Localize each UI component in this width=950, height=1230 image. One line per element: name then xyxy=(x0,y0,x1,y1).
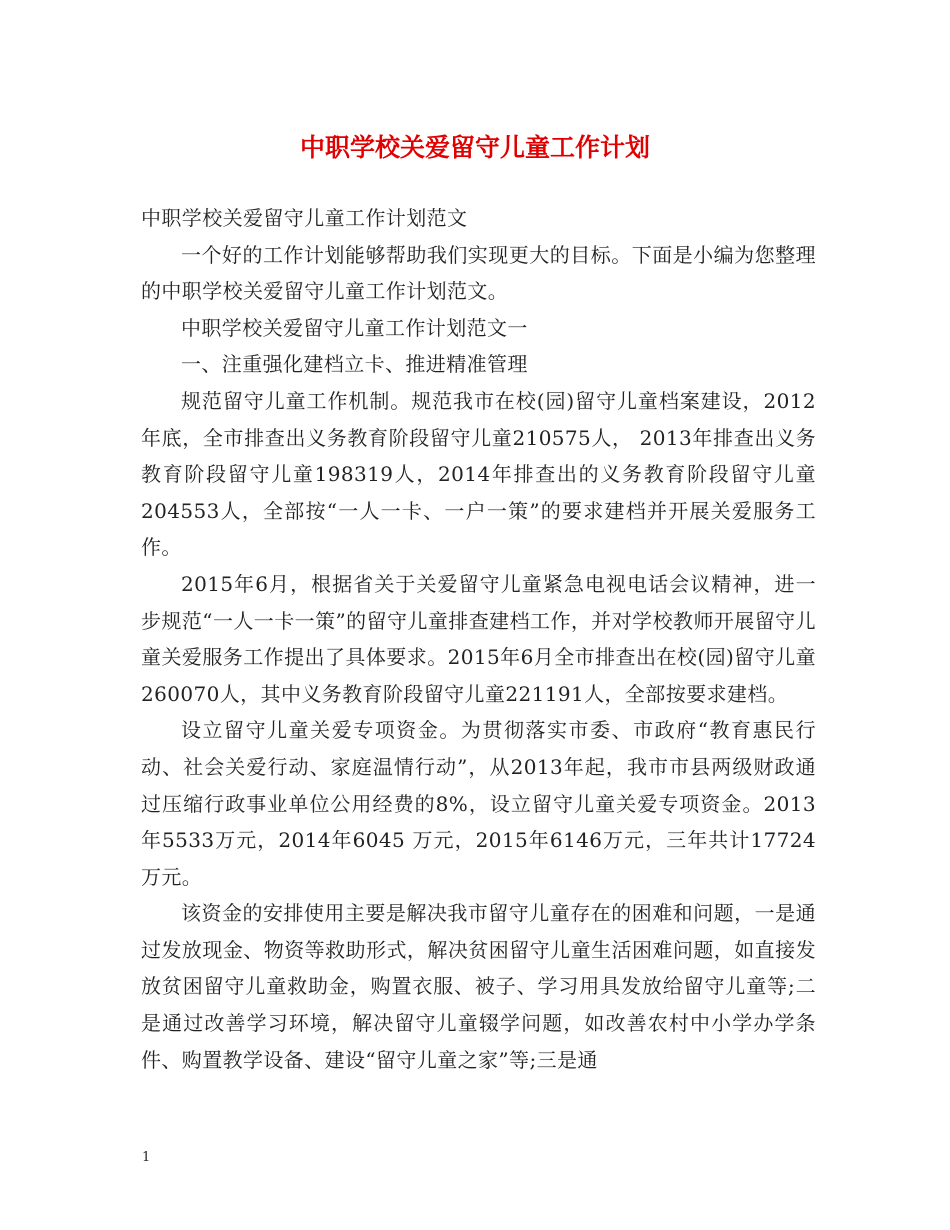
document-title: 中职学校关爱留守儿童工作计划 xyxy=(299,133,650,162)
paragraph: 2015年6月，根据省关于关爱留守儿童紧急电视电话会议精神，进一步规范“一人一卡一策”的留守儿童排查建档工作，并对学校教师开展留守儿童关爱服务工作提出了具体要求。2015年6月全市排查出在校(园)留守儿童260070人，其中义务教育阶段留守儿童221191人，全部按要求建档。 xyxy=(141,571,816,706)
section-heading: 一、注重强化建档立卡、推进精准管理 xyxy=(181,352,528,377)
paragraph: 中职学校关爱留守儿童工作计划范文 xyxy=(141,206,468,230)
document-body xyxy=(141,200,816,1078)
paragraph: 设立留守儿童关爱专项资金。为贯彻落实市委、市政府“教育惠民行动、社会关爱行动、家庭温情行动”，从2013年起，我市市县两级财政通过压缩行政事业单位公用经费的8%，设立留守儿童关爱专项资金。2013年5533万元，2014年6045 万元，2015年6146万元，三年共计17724万元。 xyxy=(141,718,816,889)
paragraph: 该资金的安排使用主要是解决我市留守儿童存在的困难和问题，一是通过发放现金、物资等救助形式，解决贫困留守儿童生活困难问题，如直接发放贫困留守儿童救助金，购置衣服、被子、学习用具发放给留守儿童等;二是通过改善学习环境，解决留守儿童辍学问题，如改善农村中小学办学条件、购置教学设备、建设“留守儿童之家”等;三是通 xyxy=(141,901,816,1072)
page-number: 1 xyxy=(142,1150,151,1165)
paragraph: 中职学校关爱留守儿童工作计划范文一 xyxy=(181,315,528,340)
paragraph: 规范留守儿童工作机制。规范我市在校(园)留守儿童档案建设，2012年底，全市排查出义务教育阶段留守儿童210575人， 2013年排查出义务教育阶段留守儿童198319人，2014年排查出的义务教育阶段留守儿童204553人，全部按“一人一卡、一户一策”的要求建档并开展关爱服务工作。 xyxy=(141,388,816,560)
paragraph: 一个好的工作计划能够帮助我们实现更大的目标。下面是小编为您整理的中职学校关爱留守儿童工作计划范文。 xyxy=(141,242,816,304)
